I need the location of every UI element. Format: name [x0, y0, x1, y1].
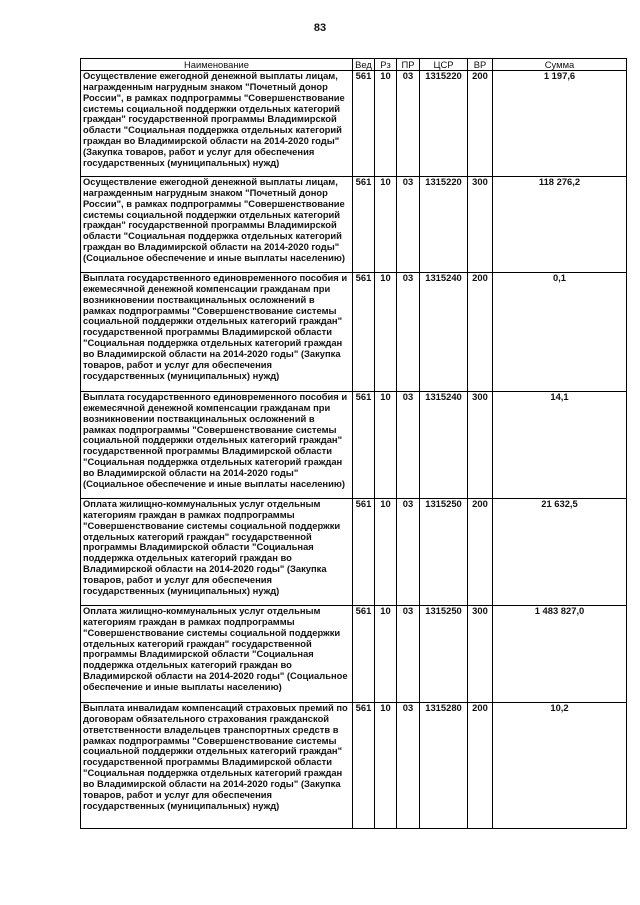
- row-name: Выплата инвалидам компенсаций страховых премий по договорам обязательного страхования гражданской ответственности владельцев транспортных средств в рамках подпрограммы "Совершенствование системы социальной поддержки отдельных категорий граждан" государственной программы Владимирской области "Социальная поддержка отдельных категорий граждан во Владимирской области на 2014-2020 годы" (Закупка товаров, работ и услуг для обеспечения государственных (муниципальных) нужд): [81, 703, 353, 829]
- row-sum: 118 276,2: [493, 177, 627, 273]
- header-pr: ПР: [397, 59, 420, 71]
- row-sum: 10,2: [493, 703, 627, 829]
- row-ved: 561: [353, 273, 375, 392]
- header-ved: Вед: [353, 59, 375, 71]
- row-vr: 200: [468, 703, 493, 829]
- row-rz: 10: [375, 499, 397, 606]
- row-vr: 300: [468, 177, 493, 273]
- page-number: 83: [313, 22, 327, 34]
- row-vr: 200: [468, 273, 493, 392]
- row-rz: 10: [375, 273, 397, 392]
- row-csr: 1315250: [420, 606, 468, 703]
- row-name: Осуществление ежегодной денежной выплаты лицам, награжденным нагрудным знаком "Почетный донор России", в рамках подпрограммы "Совершенствование системы социальной поддержки отдельных категорий граждан" государственной программы Владимирской области "Социальная поддержка отдельных категорий граждан во Владимирской области на 2014-2020 годы" (Закупка товаров, работ и услуг для обеспечения государственных (муниципальных) нужд): [81, 71, 353, 177]
- table-row: [81, 499, 627, 606]
- row-rz: 10: [375, 606, 397, 703]
- row-sum: 1 483 827,0: [493, 606, 627, 703]
- table-row: [81, 177, 627, 273]
- row-vr: 300: [468, 392, 493, 499]
- row-sum: 14,1: [493, 392, 627, 499]
- row-pr: 03: [397, 703, 420, 829]
- row-name: Оплата жилищно-коммунальных услуг отдельным категориям граждан в рамках подпрограммы "Совершенствование системы социальной поддержки отдельных категорий граждан" государственной программы Владимирской области "Социальная поддержка отдельных категорий граждан во Владимирской области на 2014-2020 годы" (Социальное обеспечение и иные выплаты населению): [81, 606, 353, 703]
- row-vr: 200: [468, 499, 493, 606]
- row-pr: 03: [397, 392, 420, 499]
- table-row: [81, 703, 627, 829]
- row-ved: 561: [353, 703, 375, 829]
- header-rz: Рз: [375, 59, 397, 71]
- header-csr: ЦСР: [420, 59, 468, 71]
- row-pr: 03: [397, 606, 420, 703]
- row-rz: 10: [375, 392, 397, 499]
- row-rz: 10: [375, 177, 397, 273]
- row-csr: 1315250: [420, 499, 468, 606]
- row-sum: 0,1: [493, 273, 627, 392]
- row-csr: 1315240: [420, 273, 468, 392]
- row-csr: 1315220: [420, 71, 468, 177]
- row-rz: 10: [375, 703, 397, 829]
- row-sum: 21 632,5: [493, 499, 627, 606]
- header-name: Наименование: [81, 59, 353, 71]
- row-pr: 03: [397, 71, 420, 177]
- row-ved: 561: [353, 499, 375, 606]
- header-row: [81, 59, 627, 71]
- row-vr: 200: [468, 71, 493, 177]
- row-pr: 03: [397, 177, 420, 273]
- row-pr: 03: [397, 499, 420, 606]
- header-sum: Сумма: [493, 59, 627, 71]
- row-pr: 03: [397, 273, 420, 392]
- budget-table: [80, 58, 627, 829]
- row-ved: 561: [353, 71, 375, 177]
- row-rz: 10: [375, 71, 397, 177]
- table-row: [81, 392, 627, 499]
- row-vr: 300: [468, 606, 493, 703]
- row-name: Выплата государственного единовременного пособия и ежемесячной денежной компенсации гражданам при возникновении поствакцинальных осложнений в рамках подпрограммы "Совершенствование системы социальной поддержки отдельных категорий граждан" государственной программы Владимирской области "Социальная поддержка отдельных категорий граждан во Владимирской области на 2014-2020 годы" (Социальное обеспечение и иные выплаты населению): [81, 392, 353, 499]
- row-csr: 1315280: [420, 703, 468, 829]
- table-row: [81, 71, 627, 177]
- row-sum: 1 197,6: [493, 71, 627, 177]
- table-row: [81, 273, 627, 392]
- row-name: Выплата государственного единовременного пособия и ежемесячной денежной компенсации гражданам при возникновении поствакцинальных осложнений в рамках подпрограммы "Совершенствование системы социальной поддержки отдельных категорий граждан" государственной программы Владимирской области "Социальная поддержка отдельных категорий граждан во Владимирской области на 2014-2020 годы" (Закупка товаров, работ и услуг для обеспечения государственных (муниципальных) нужд): [81, 273, 353, 392]
- row-ved: 561: [353, 392, 375, 499]
- table-row: [81, 606, 627, 703]
- row-ved: 561: [353, 177, 375, 273]
- row-ved: 561: [353, 606, 375, 703]
- row-name: Осуществление ежегодной денежной выплаты лицам, награжденным нагрудным знаком "Почетный донор России", в рамках подпрограммы "Совершенствование системы социальной поддержки отдельных категорий граждан" государственной программы Владимирской области "Социальная поддержка отдельных категорий граждан во Владимирской области на 2014-2020 годы" (Социальное обеспечение и иные выплаты населению): [81, 177, 353, 273]
- row-csr: 1315240: [420, 392, 468, 499]
- header-vr: ВР: [468, 59, 493, 71]
- row-name: Оплата жилищно-коммунальных услуг отдельным категориям граждан в рамках подпрограммы "Совершенствование системы социальной поддержки отдельных категорий граждан" государственной программы Владимирской области "Социальная поддержка отдельных категорий граждан во Владимирской области на 2014-2020 годы" (Закупка товаров, работ и услуг для обеспечения государственных (муниципальных) нужд): [81, 499, 353, 606]
- row-csr: 1315220: [420, 177, 468, 273]
